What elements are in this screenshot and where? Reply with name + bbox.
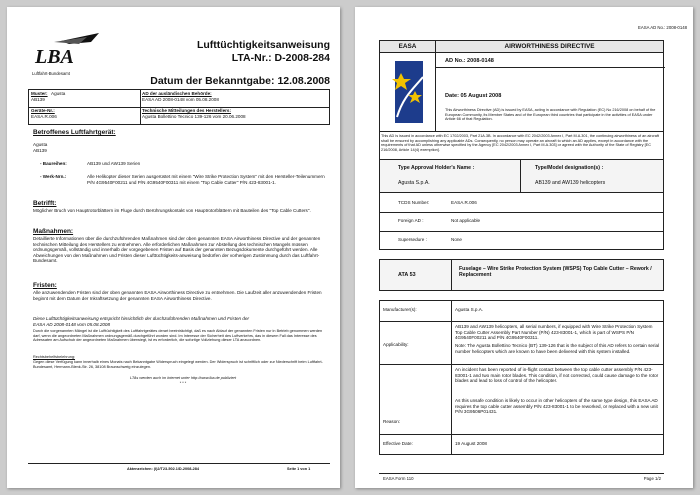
- internet-note: LTAs werden auch im Internet unter http://www.lba.de publiziert: [129, 376, 236, 380]
- werk-value: Alle Helikopter dieser Serien ausgerüstet mit einem "Wire Strike Protection System" mit den Hersteller-Teilenummern P/N 4G9540F00211 und P/N 4G9540F00311 mit einem "Top Cable Cutter" P/N 423-83001-1.: [87, 174, 325, 185]
- massnahmen-heading: Maßnahmen:: [33, 228, 74, 235]
- lba-page: [7, 7, 340, 488]
- italic-ad-ref: EASA AD 2008-0148 vom 05.08.2008: [33, 322, 111, 327]
- supersedure-label: Supersedure :: [398, 237, 427, 242]
- baureihen-label: - Baureihen:: [40, 161, 67, 166]
- reason-label: Reason:: [383, 419, 401, 424]
- effective-date-label: Effective Date:: [383, 441, 413, 446]
- geraete-label: Geräte-Nr.:: [31, 108, 55, 113]
- tech-value: Agusta Bollettino Tecnico 139-126 vom 20.06.2008: [142, 114, 246, 119]
- applicability-note: Note: The Agusta Bollettino Tecnico (BT) 139-126 that is the subject of this AD refers to certain serial number helicopters which are known to have been delivered with this system installed.: [455, 343, 660, 354]
- effective-date-value: 19 August 2008: [455, 441, 487, 446]
- holder-label: Type Approval Holder's Name :: [398, 165, 475, 171]
- ad-number: AD No.: 2008-0148: [445, 58, 494, 64]
- header-title: AIRWORTHINESS DIRECTIVE: [504, 43, 595, 50]
- muster-label: Muster:: [31, 91, 48, 96]
- betrifft-heading: Betrifft:: [33, 200, 57, 207]
- model-value: AB139 and AW139 helicopters: [535, 180, 606, 186]
- fristen-heading: Fristen:: [33, 282, 57, 289]
- fristen-text: Alle anzuwendenden Fristen sind der oben genannten EASA Airworthiness Directive zu entnehmen. Die Laufzeit aller anzuwendenden Fristen beginnt mit dem Datum der Inkraftsetzung der genannten EASA Airworthiness Directive.: [33, 290, 322, 301]
- doc-title: Lufttüchtigkeitsanweisung: [196, 39, 330, 51]
- lba-logo-text: LBA: [35, 46, 74, 68]
- holder-value: Agusta S.p.A.: [398, 180, 430, 186]
- publication-date: Datum der Bekanntgabe: 12.08.2008: [150, 75, 330, 87]
- stars: * * *: [179, 381, 187, 385]
- betroffen-type: AB139: [33, 148, 47, 153]
- easa-emblem-icon: [391, 57, 426, 127]
- issued-text: This AD is issued in accordance with EC 1702/2003, Part 21A.3B. In accordance with EC 2042/2003 Annex I, Part M.A.301, the continuing airworthiness of an aircraft shall be ensured by accomplishing any applicable ADs. Consequently, no person may operate an aircraft to which an AD applies, except in accordance with the requirements of that AD unless otherwise specified by the Agency [EC 2042/2003 Annex I, Part M.A.303] or agreed with the Authority of the State of Registry [EC 216/2008, Article 14(4) exemption].: [381, 134, 659, 152]
- ata-chapter: ATA 53: [398, 272, 416, 278]
- tech-label: Technische Mitteilungen des Herstellers:: [142, 108, 232, 113]
- lta-number: LTA-Nr.: D-2008-284: [231, 52, 330, 64]
- disclaimer: This Airworthiness Directive (AD) is issued by EASA, acting in accordance with Regulation (EC) No 216/2008 on behalf of the European Community, its Member States and of the European third countries that participate in the activities of EASA under Article 66 of that Regulation.: [445, 108, 656, 122]
- foreign-ad-label: AD der ausländischen Behörde:: [142, 91, 212, 96]
- easa-page: [355, 7, 693, 488]
- betroffen-manufacturer: Agusta: [33, 142, 48, 147]
- ad-date: Date: 05 August 2008: [445, 93, 502, 99]
- page-number: Seite 1 von 1: [287, 467, 311, 471]
- page-number: Page 1/2: [643, 476, 661, 481]
- fine-print: Durch die vorgenannten Mängel ist die Lufttüchtigkeit des Luftfahrtgerätes derart beeinträchtigt, daß es nach Ablauf der genannten Fristen nur in Betrieb genommen werden darf, wenn die angeordneten Maßnahmen ordnungsgemäß durchgeführt worden sind. Im Interesse der Sicherheit des Luftverkehrs, das in diesem Fall das Interesse des Adressaten am Aufschub der angeordneten Maßnahmen überwiegt, ist es erforderlich, die sofortige Vollziehung dieser LTA anzuordnen.: [33, 329, 323, 343]
- reason-text-2: As this unsafe condition is likely to occur in other helicopters of the same type design, this EASA AD requires the top cable cutter assembly P/N 423-83001-1 to be reworked, or replaced with a new unit P/N 3G9506P01431.: [455, 398, 658, 414]
- reason-text-1: An incident has been reported of in-flight contact between the top cable cutter assembly P/N 423-83001-1 and two main rotor blades. This condition, if not corrected, could cause damage to the rotor blades and lead to loss of control of the helicopter.: [455, 367, 659, 383]
- rechtsbehelf-text: Gegen diese Verfügung kann innerhalb eines Monats nach Bekanntgabe Widerspruch eingelegt werden. Der Widerspruch ist schriftlich oder zur Niederschrift beim Luftfahrt-Bundesamt, Hermann-Blenk-Str. 26, 38108 Braunschweig einzulegen.: [33, 360, 323, 369]
- easa-logo: [391, 57, 426, 127]
- foreign-ad-value: EASA AD 2008-0148 vom 05.08.2008: [142, 97, 219, 102]
- baureihen-value: AB139 und AW139 Serien: [87, 161, 141, 166]
- manufacturer-value: Agusta S.p.A.: [455, 307, 484, 312]
- betroffen-heading: Betroffenes Luftfahrtgerät:: [33, 129, 116, 136]
- massnahmen-text: Detaillierte Informationen über die durchzuführenden Maßnahmen sind der oben genannten EASA Airworthiness Directive und der genannten technischen Mitteilung des Herstellers zu entnehmen. Alle erforderlichen Maßnahmen zur Abstellung des technischen Mangels müssen ordnungsgemäß, vollständig und innerhalb der vorgegebenen Fristen auf Basis der genannten Bezugsdokumente durchgeführt werden. Alle Abweichungen von den Maßnahmen und Fristen dieser Lufttüchtigkeits-anweisung bedürfen der vorherigen Zustimmung durch das Luftfahrt-Bundesamt.: [33, 236, 321, 263]
- easa-label: EASA: [398, 43, 417, 50]
- authority-name: Luftfahrt-Bundesamt: [32, 71, 70, 76]
- lba-logo-icon: [29, 33, 99, 73]
- foreign-ad-label: Foreign AD :: [398, 218, 424, 223]
- muster-type: AB139: [31, 97, 45, 102]
- applicability-label: Applicability:: [383, 342, 409, 347]
- rechtsbehelf-heading: Rechtsbehelfsbelehrung:: [33, 355, 76, 359]
- werk-label: - Werk-Nrn.:: [40, 174, 67, 179]
- model-label: Type/Model designation(s) :: [535, 165, 604, 171]
- supersedure-value: None: [451, 237, 462, 242]
- form-number: EASA Form 110: [383, 476, 414, 481]
- tcds-label: TCDS Number:: [398, 200, 430, 205]
- tcds-value: EASA.R.006: [451, 200, 477, 205]
- manufacturer-label: Manufacturer(s):: [383, 307, 417, 312]
- lba-logo: [29, 33, 99, 73]
- foreign-ad-value: Not applicable: [451, 218, 481, 223]
- applicability-value: AB139 and AW139 helicopters, all serial numbers, if equipped with Wire Strike Protection System Top Cable Cutter Assembly Part Number (P/N) 423-83001-1, which is part of WSPS P/N 4G9540F00211 and P/N 4G9540F00311.: [455, 324, 653, 340]
- geraete-value: EASA.R.006: [31, 114, 57, 119]
- aktenzeichen: Aktenzeichen: (I)2/T23-502.1/D-2008-284: [127, 467, 199, 471]
- ad-number-top: EASA AD No.: 2008-0148: [638, 25, 687, 30]
- muster-value: Agusta: [51, 91, 66, 96]
- betrifft-text: Möglicher Bruch von Hauptrotorblättern im Fluge durch Berührungskontakt von Hauptrotorblättern mit Bauteilen des "Top Cable Cutters".: [33, 208, 311, 213]
- italic-statement: Diese Lufttüchtigkeitsanweisung entspricht hinsichtlich der durchzuführenden Maßnahmen und Fristen der: [33, 316, 250, 321]
- subject: Fuselage – Wire Strike Protection System (WSPS) Top Cable Cutter – Rework / Replacement: [459, 266, 652, 279]
